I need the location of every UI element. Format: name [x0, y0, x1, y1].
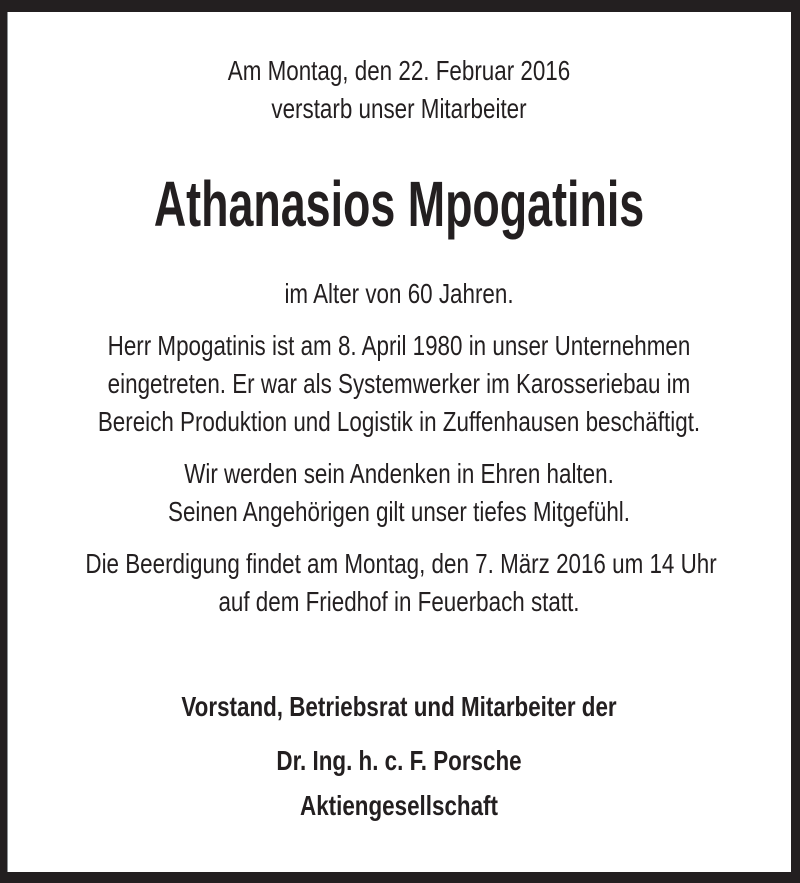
- career-line: Bereich Produktion und Logistik in Zuffenhausen beschäftigt.: [97, 406, 701, 437]
- company-signature: [85, 738, 712, 828]
- signatory-intro: Vorstand, Betriebsrat und Mitarbeiter der: [181, 691, 617, 722]
- scan-hairline-left: [7, 0, 8, 883]
- death-date-block: [85, 52, 712, 128]
- career-line: Herr Mpogatinis ist am 8. April 1980 in unser Unternehmen: [107, 330, 691, 361]
- funeral-line: auf dem Friedhof in Feuerbach statt.: [218, 586, 580, 617]
- career-line: eingetreten. Er war als Systemwerker im Karosseriebau im: [107, 368, 691, 399]
- deceased-name: Athanasios Mpogatinis: [153, 168, 645, 240]
- company-type-line: Aktiengesellschaft: [300, 790, 498, 821]
- remembrance-line: Wir werden sein Andenken in Ehren halten.: [184, 458, 614, 489]
- career-paragraph: [85, 327, 712, 441]
- remembrance-line: Seinen Angehörigen gilt unser tiefes Mitgefühl.: [168, 496, 630, 527]
- remembrance-paragraph: [85, 455, 712, 531]
- funeral-paragraph: [85, 545, 717, 621]
- age-line: im Alter von 60 Jahren.: [284, 278, 514, 309]
- scan-hairline-right: [798, 0, 799, 883]
- company-name-line: Dr. Ing. h. c. F. Porsche: [276, 745, 522, 776]
- funeral-line: Die Beerdigung findet am Montag, den 7. März 2016 um 14 Uhr: [85, 548, 717, 579]
- death-date-line: Am Montag, den 22. Februar 2016: [227, 55, 571, 86]
- deceased-subtitle-line: verstarb unser Mitarbeiter: [271, 93, 527, 124]
